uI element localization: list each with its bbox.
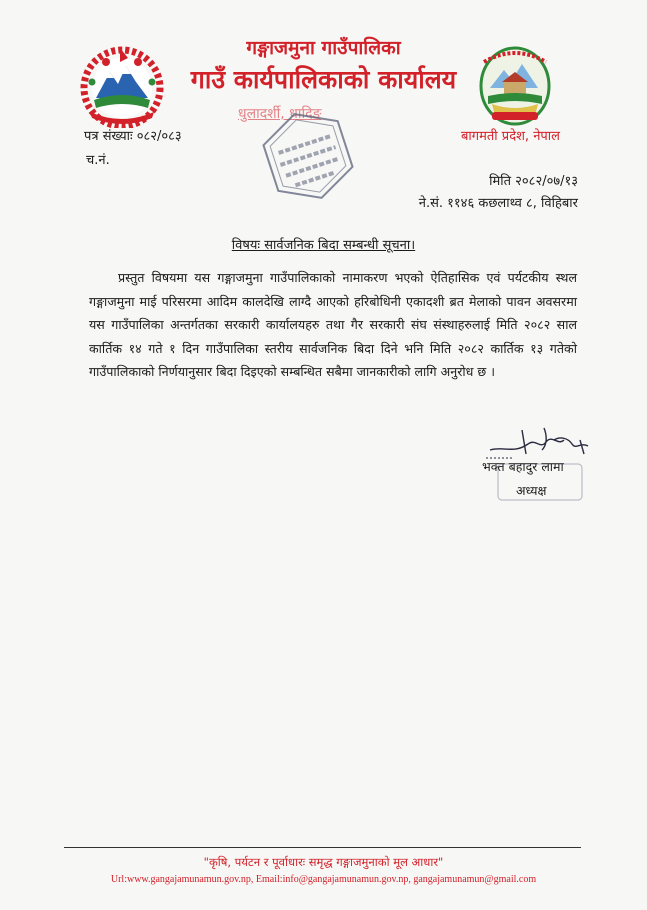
province-label: बागमती प्रदेश, नेपाल (461, 129, 560, 144)
office-name: गाउँ कार्यपालिकाको कार्यालय (190, 65, 457, 94)
district-faint-text: धुलादर्शी, धादिङ (238, 106, 322, 122)
official-stamp (255, 108, 361, 204)
reference-number: पत्र संख्याः ०८२/०८३ (84, 129, 182, 144)
dispatch-number: च.नं. (86, 153, 110, 168)
footer-contact: Url:www.gangajamunamun.gov.np, Email:info@gangajamunamun.gov.np, gangajamunamun@gmail.com (110, 874, 537, 885)
municipality-name: गङ्गाजमुना गाउँपालिका (246, 37, 401, 59)
footer-motto: "कृषि, पर्यटन र पूर्वाधारः समृद्ध गङ्गाजमुनाको मूल आधार" (203, 855, 444, 869)
footer-divider (64, 847, 581, 848)
nepal-sambat-date: ने.सं. ११४६ कछलाथ्व ८, विहिबार (418, 196, 578, 211)
letter-body: प्रस्तुत विषयमा यस गङ्गाजमुना गाउँपालिकाको नामाकरण भएको ऐतिहासिक एवं पर्यटकीय स्थल गङ्गाजमुना माई परिसरमा आदिम कालदेखि लाग्दै आएको हरिबोधिनी एकादशी ब्रत मेलाको पावन अवसरमा यस गाउँपालिका अन्तर्गतका सरकारी कार्यालयहरु तथा गैर सरकारी संघ संस्थाहरुलाई मिति २०८२ साल कार्तिक १४ गते १ दिन गाउँपालिका स्तरीय सार्वजनिक बिदा दिने भनि मिति २०८२ कार्तिक १३ गतेको गाउँपालिकाको निर्णयानुसार बिदा दिइएको सम्बन्धित सबैमा जानकारीको लागि अनुरोध छ । (89, 270, 577, 379)
letter-subject: विषयः सार्वजनिक बिदा सम्बन्धी सूचना। (231, 238, 416, 253)
letter-date: मिति २०८२/०७/१३ (489, 174, 578, 189)
signatory-title: अध्यक्ष (516, 483, 547, 498)
signatory-name: भक्त बहादुर लामा (482, 459, 564, 474)
